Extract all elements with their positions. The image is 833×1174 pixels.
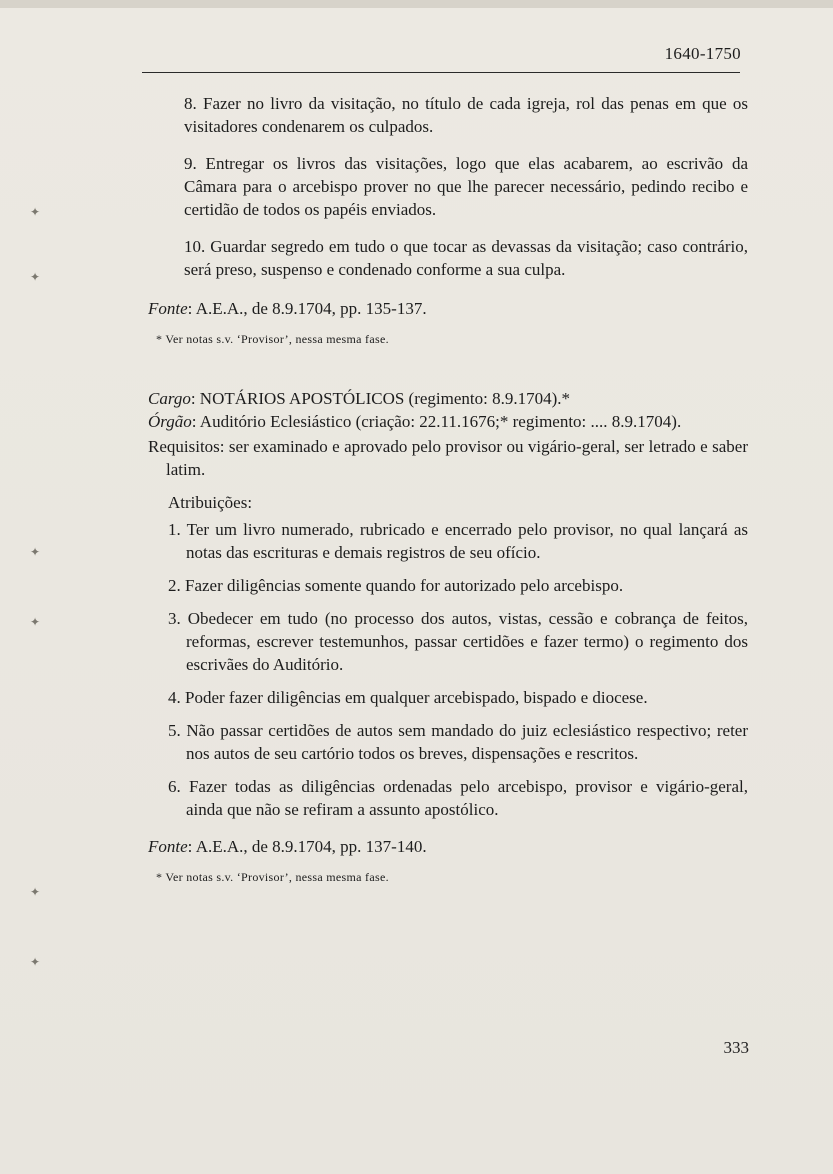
item-text: 8. Fazer no livro da visitação, no título de cada igreja, rol das penas em que os visitadores condenarem os culpados. bbox=[184, 94, 748, 136]
cargo-label: Cargo bbox=[148, 389, 191, 408]
source-label: Fonte bbox=[148, 837, 188, 856]
list-item bbox=[148, 235, 748, 281]
requisitos: Requisitos: ser examinado e aprovado pelo provisor ou vigário-geral, ser letrado e saber latim. bbox=[148, 437, 748, 479]
cargo-line bbox=[148, 387, 748, 410]
header-rule bbox=[142, 72, 740, 73]
source-text: : A.E.A., de 8.9.1704, pp. 137-140. bbox=[187, 837, 427, 856]
orgao-text: : Auditório Eclesiástico (criação: 22.11.1676;* regimento: .... 8.9.1704). bbox=[191, 412, 682, 431]
source-text: : A.E.A., de 8.9.1704, pp. 135-137. bbox=[187, 299, 427, 318]
page-number: 333 bbox=[723, 1038, 749, 1057]
margin-mark: ✦ bbox=[30, 955, 41, 969]
scan-edge bbox=[0, 0, 833, 8]
cargo-text: : NOTÁRIOS APOSTÓLICOS (regimento: 8.9.1704).* bbox=[190, 389, 571, 408]
list-item: 1. Ter um livro numerado, rubricado e encerrado pelo provisor, no qual lançará as notas das escrituras e demais registros de seu ofício. bbox=[168, 520, 748, 562]
running-header-range: 1640-1750 bbox=[664, 44, 741, 63]
margin-mark: ✦ bbox=[30, 885, 41, 899]
margin-mark: ✦ bbox=[30, 615, 41, 629]
item-text: 9. Entregar os livros das visitações, logo que elas acabarem, ao escrivão da Câmara para o arcebispo prover no que lhe parecer necessário, pedindo recibo e certidão de todos os papéis enviados. bbox=[184, 154, 748, 219]
list-item bbox=[148, 92, 748, 138]
page-body bbox=[148, 92, 748, 889]
footnote: * Ver notas s.v. ‘Provisor’, nessa mesma fase. bbox=[156, 870, 389, 884]
list-item: 4. Poder fazer diligências em qualquer arcebispado, bispado e diocese. bbox=[168, 688, 648, 707]
item-text: 10. Guardar segredo em tudo o que tocar as devassas da visitação; caso contrário, será preso, suspenso e condenado conforme a sua culpa. bbox=[184, 237, 748, 279]
margin-mark: ✦ bbox=[30, 205, 41, 219]
margin-mark: ✦ bbox=[30, 545, 41, 559]
orgao-line bbox=[148, 410, 748, 433]
atribuicoes-heading: Atribuições: bbox=[168, 493, 253, 512]
list-item: 2. Fazer diligências somente quando for autorizado pelo arcebispo. bbox=[168, 576, 624, 595]
list-item bbox=[148, 152, 748, 221]
orgao-label: Órgão bbox=[148, 412, 192, 431]
list-item: 3. Obedecer em tudo (no processo dos autos, vistas, cessão e cobrança de feitos, reformas, escrever testemunhos, passar certidões e fazer termo) o regimento dos escrivães do Auditório. bbox=[168, 609, 748, 674]
source-label: Fonte bbox=[148, 299, 188, 318]
list-item: 5. Não passar certidões de autos sem mandado do juiz eclesiástico respectivo; reter nos autos de seu cartório todos os breves, dispensações e rescritos. bbox=[168, 721, 748, 763]
margin-mark: ✦ bbox=[30, 270, 41, 284]
source-citation bbox=[148, 835, 748, 858]
footnote: * Ver notas s.v. ‘Provisor’, nessa mesma fase. bbox=[156, 332, 389, 346]
list-item: 6. Fazer todas as diligências ordenadas pelo arcebispo, provisor e vigário-geral, ainda que não se refiram a assunto apostólico. bbox=[168, 777, 748, 819]
source-citation bbox=[148, 297, 748, 320]
